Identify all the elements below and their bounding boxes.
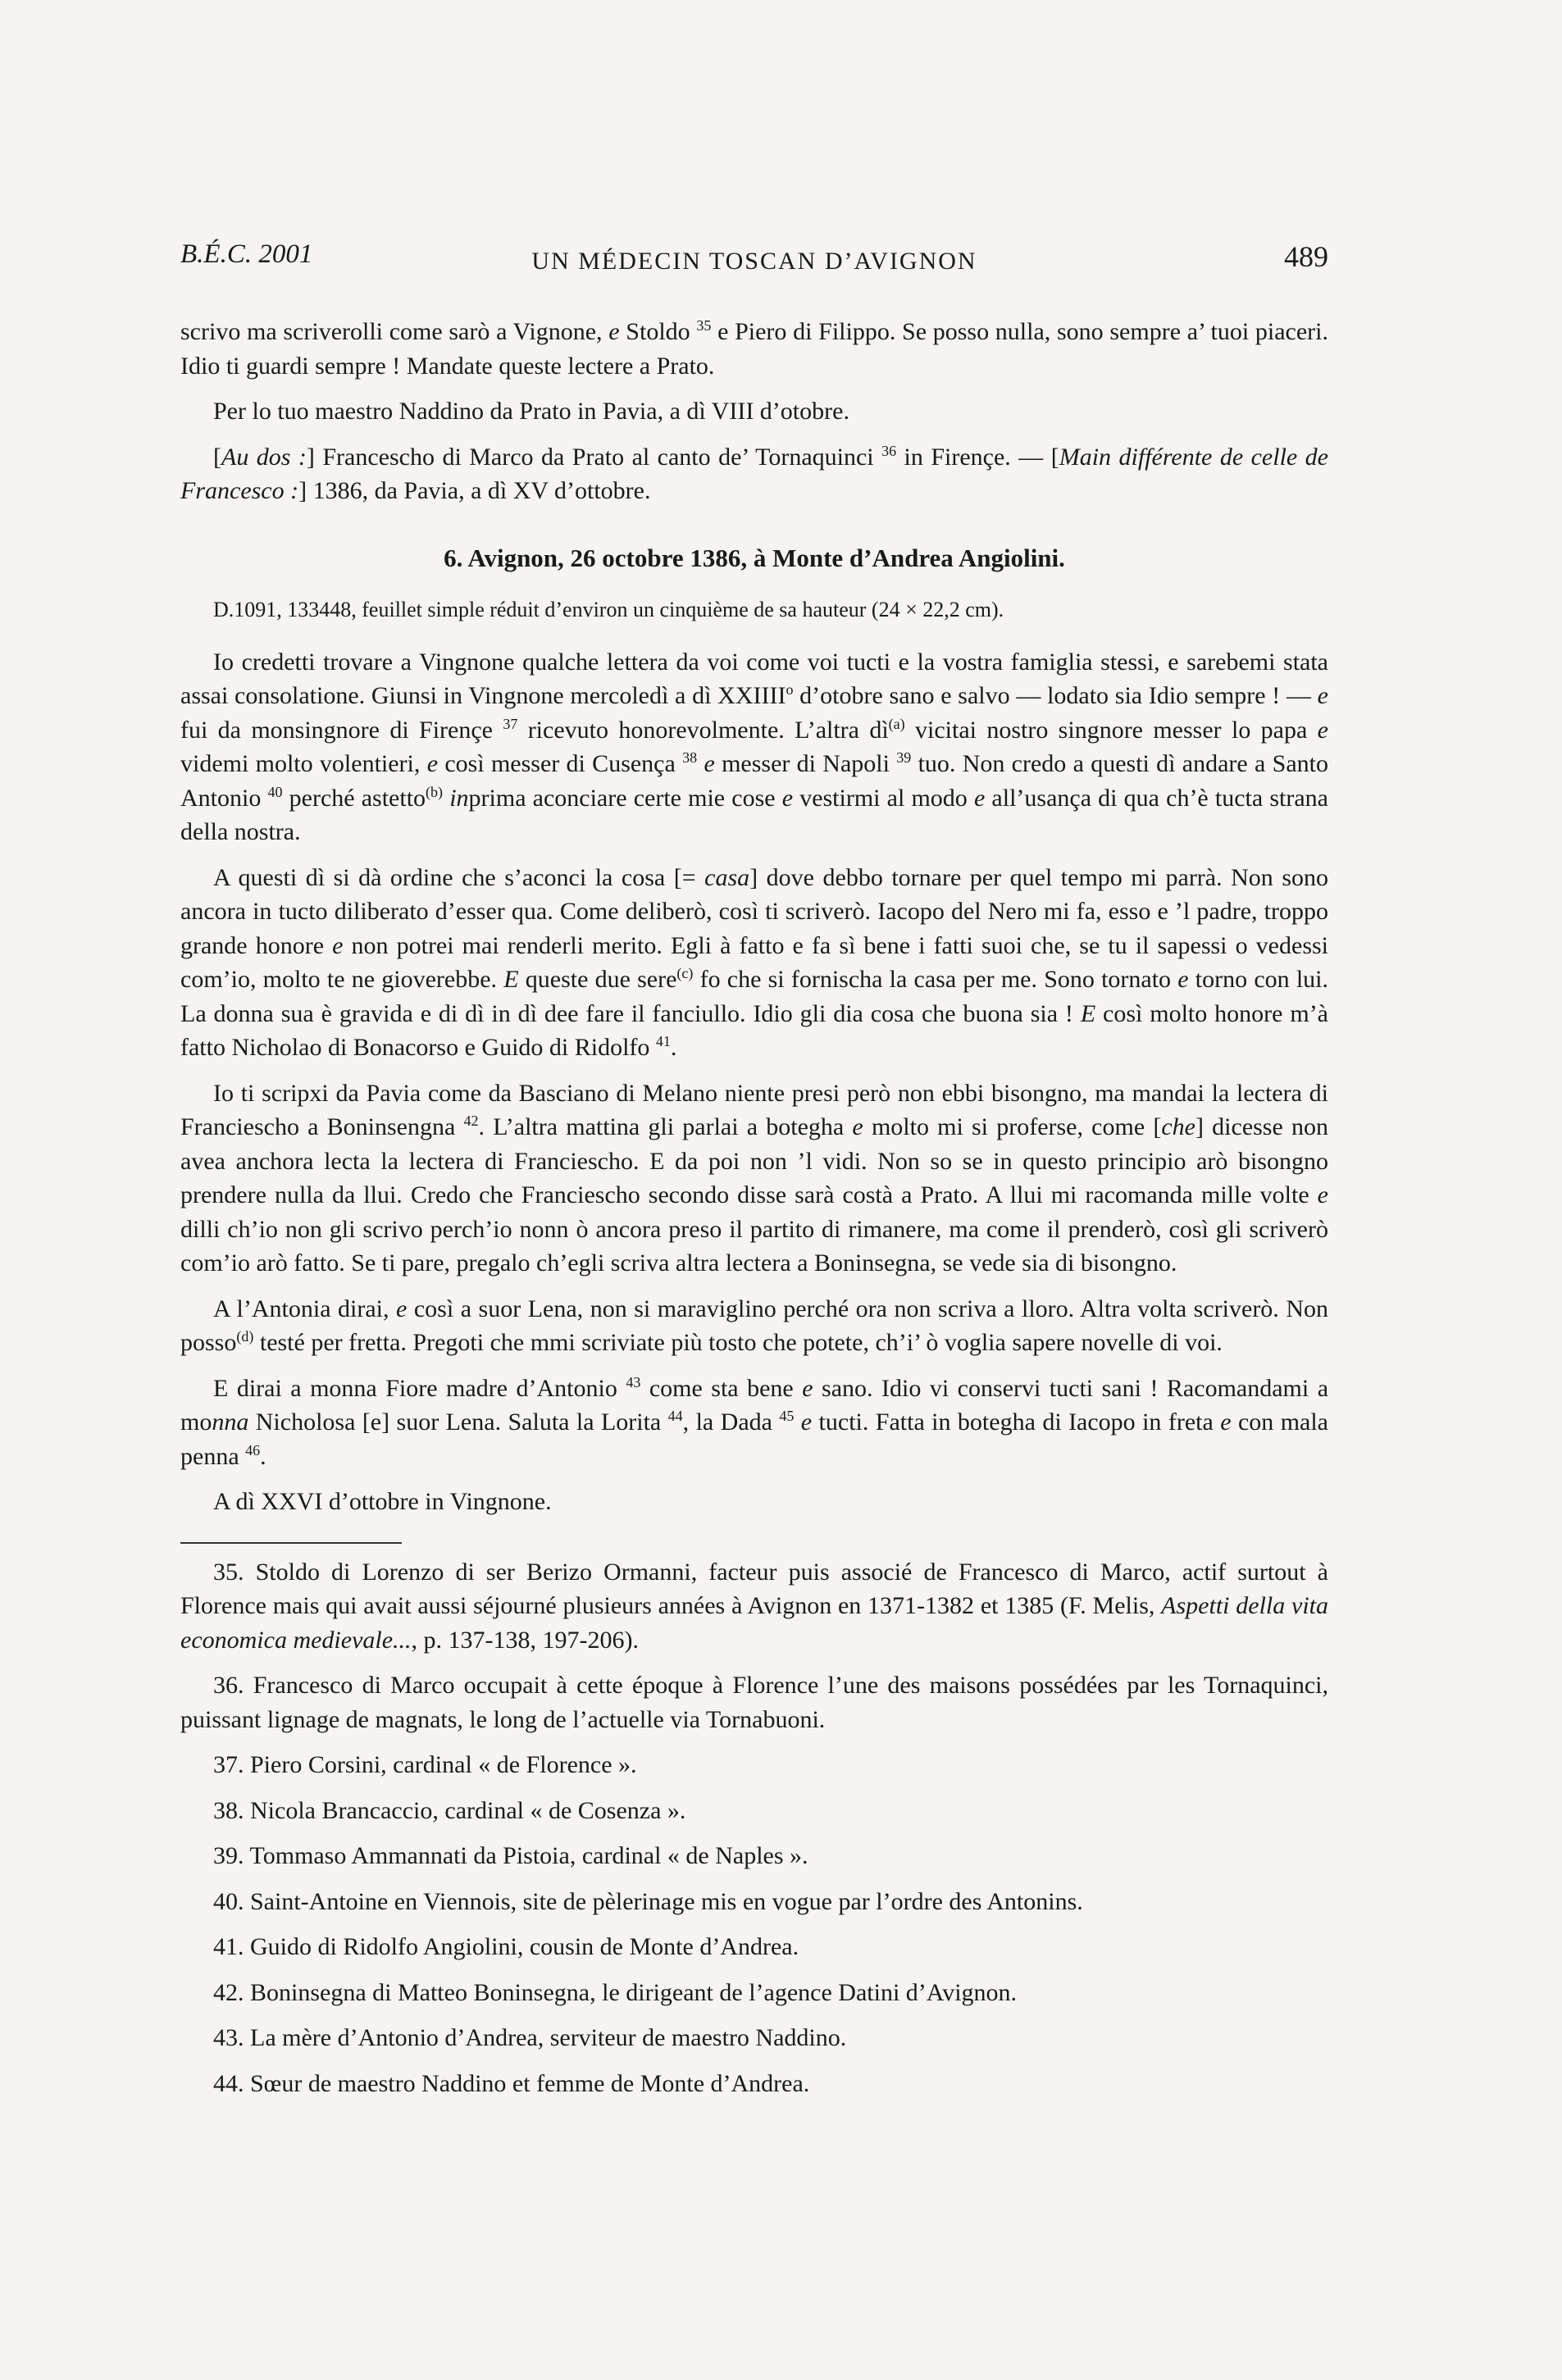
running-head: [180, 239, 1328, 280]
footnote-divider: [180, 1542, 402, 1544]
letter5-address: [Au dos :] Francescho di Marco da Prato al canto de’ Tornaquinci $^{36}$ in Firençe. — [Main différente de celle de Francesco :] 1386, da Pavia, a dì XV d’ottobre.: [180, 442, 1329, 504]
footnote-37: 37. Piero Corsini, cardinal « de Florence ».: [213, 1751, 637, 1778]
page-number: 489: [1284, 240, 1328, 273]
footnote-40: 40. Saint-Antoine en Viennois, site de pèlerinage mis en vogue par l’ordre des Antonins.: [213, 1887, 1083, 1915]
letter6-paragraph-2: A questi dì si dà ordine che s’aconci la cosa [= casa] dove debbo tornare per quel tempo mi parrà. Non sono ancora in tucto diliberato d’esser qua. Come deliberò, così ti scriverò. Iacopo del Nero mi fa, esso e ’l padre, troppo grande honore e non potrei mai renderli merito. Egli à fatto e fa sì bene i fatti suoi che, se tu il sapessi o vedessi com’io, molto te ne gioverebbe. E queste due sere$^{(c)}$ fo che si fornischa la casa per me. Sono tornato e torno con lui. La donna sua è gravida e di dì in dì dee fare il fanciullo. Idio gli dia cosa che buona sia ! E così molto honore m’à fatto Nicholao di Bonacorso e Guido di Ridolfo $^{41}$.: [180, 863, 1329, 1061]
journal-reference: B.É.C. 2001: [180, 239, 313, 269]
footnote-42: 42. Boninsegna di Matteo Boninsegna, le dirigeant de l’agence Datini d’Avignon.: [213, 1978, 1018, 2006]
letter6-paragraph-3: Io ti scripxi da Pavia come da Basciano di Melano niente presi però non ebbi bisongno, ma mandai la lectera di Franciescho a Boninsengna $^{42}$. L’altra mattina gli parlai a botegha e molto mi si proferse, come [che] dicesse non avea anchora lecta la lectera di Franciescho. E da poi non ’l vidi. Non so se in questo principio arò bisongno prendere nulla da llui. Credo che Franciescho secondo disse sarà costà a Prato. A llui mi racomanda mille volte e dilli ch’io non gli scrivo perch’io nonn ò ancora preso il partito di rimanere, ma come il prenderò, così gli scriverò com’io arò fatto. Se ti pare, pregalo ch’egli scriva altra lectera a Boninsegna, se vede sia di bisongno.: [180, 1079, 1328, 1276]
footnote-43: 43. La mère d’Antonio d’Andrea, serviteur de maestro Naddino.: [213, 2024, 847, 2051]
letter6-paragraph-5: E dirai a monna Fiore madre d’Antonio $^{43}$ come sta bene e sano. Idio vi conservi tucti sani ! Racomandami a monna Nicholosa [e] suor Lena. Saluta la Lorita $^{44}$, la Dada $^{45}$ e tucti. Fatta in botegha di Iacopo in freta e con mala penna $^{46}$.: [180, 1373, 1329, 1470]
footnote-41: 41. Guido di Ridolfo Angiolini, cousin de Monte d’Andrea.: [213, 1933, 799, 1960]
page-body: [180, 315, 1328, 2112]
letter6-paragraph-1: Io credetti trovare a Vingnone qualche lettera da voi come voi tucti e la vostra famiglia stessi, e sarebemi stata assai consolatione. Giunsi in Vingnone mercoledì a dì XXIIII$^o$ d’otobre sano e salvo — lodato sia Idio sempre ! — e fui da monsingnore di Firençe $^{37}$ ricevuto honorevolmente. L’altra $dì^{(a)}$ vicitai nostro singnore messer lo papa e videmi molto volentieri, e così messer di Cusença $^{38}$ e messer di Napoli $^{39}$ tuo. Non credo a questi dì andare a Santo Antonio $^{40}$ perché astetto$^{(b)}$ inprima aconciare certe mie cose e vestirmi al modo e all’usança di qua ch’è tucta strana della nostra.: [180, 648, 1328, 845]
footnote-36: 36. Francesco di Marco occupait à cette époque à Florence l’une des maisons possédées par les Tornaquinci, puissant lignage de magnats, le long de l’actuelle via Tornabuoni.: [180, 1672, 1328, 1733]
letter6-heading: 6. Avignon, 26 octobre 1386, à Monte d’Andrea Angiolini.: [444, 543, 1065, 572]
footnote-39: 39. Tommaso Ammannati da Pistoia, cardinal « de Naples ».: [213, 1842, 808, 1869]
letter6-source: D.1091, 133448, feuillet simple réduit d’environ un cinquième de sa hauteur (24 × 22,2 cm).: [213, 598, 1004, 621]
footnote-44: 44. Sœur de maestro Naddino et femme de Monte d’Andrea.: [213, 2069, 810, 2097]
letter5-signature: Per lo tuo maestro Naddino da Prato in Pavia, a dì VIII d’otobre.: [213, 398, 849, 425]
letter6-date: A dì XXVI d’ottobre in Vingnone.: [213, 1488, 552, 1515]
running-title: UN MÉDECIN TOSCAN D’AVIGNON: [531, 248, 977, 275]
footnote-ref-36: 36: [881, 442, 897, 459]
letter5-closing-paragraph: scrivo ma scriverolli come sarò a Vignone, e Stoldo $^{35}$ e Piero di Filippo. Se posso nulla, sono sempre a’ tuoi piaceri. Idio ti guardi sempre ! Mandate queste lectere a Prato.: [180, 317, 1328, 380]
footnote-ref-35: 35: [696, 317, 712, 334]
footnote-38: 38. Nicola Brancaccio, cardinal « de Cosenza ».: [213, 1796, 686, 1824]
footnotes: [180, 1555, 1328, 2101]
footnote-35: 35. Stoldo di Lorenzo di ser Berizo Ormanni, facteur puis associé de Francesco di Marco, actif surtout à Florence mais qui avait aussi séjourné plusieurs années à Avignon en 1371-1382 et 1385 (F. Melis, Aspetti della vita economica medievale..., p. 137-138, 197-206).: [180, 1558, 1329, 1654]
letter6-paragraph-4: A l’Antonia dirai, e così a suor Lena, non si maraviglino perché ora non scriva a lloro. Altra volta scriverò. Non posso$^{(d)}$ testé per fretta. Pregoti che mmi scriviate più tosto che potete, ch’i’ ò voglia sapere novelle di voi.: [180, 1295, 1328, 1356]
